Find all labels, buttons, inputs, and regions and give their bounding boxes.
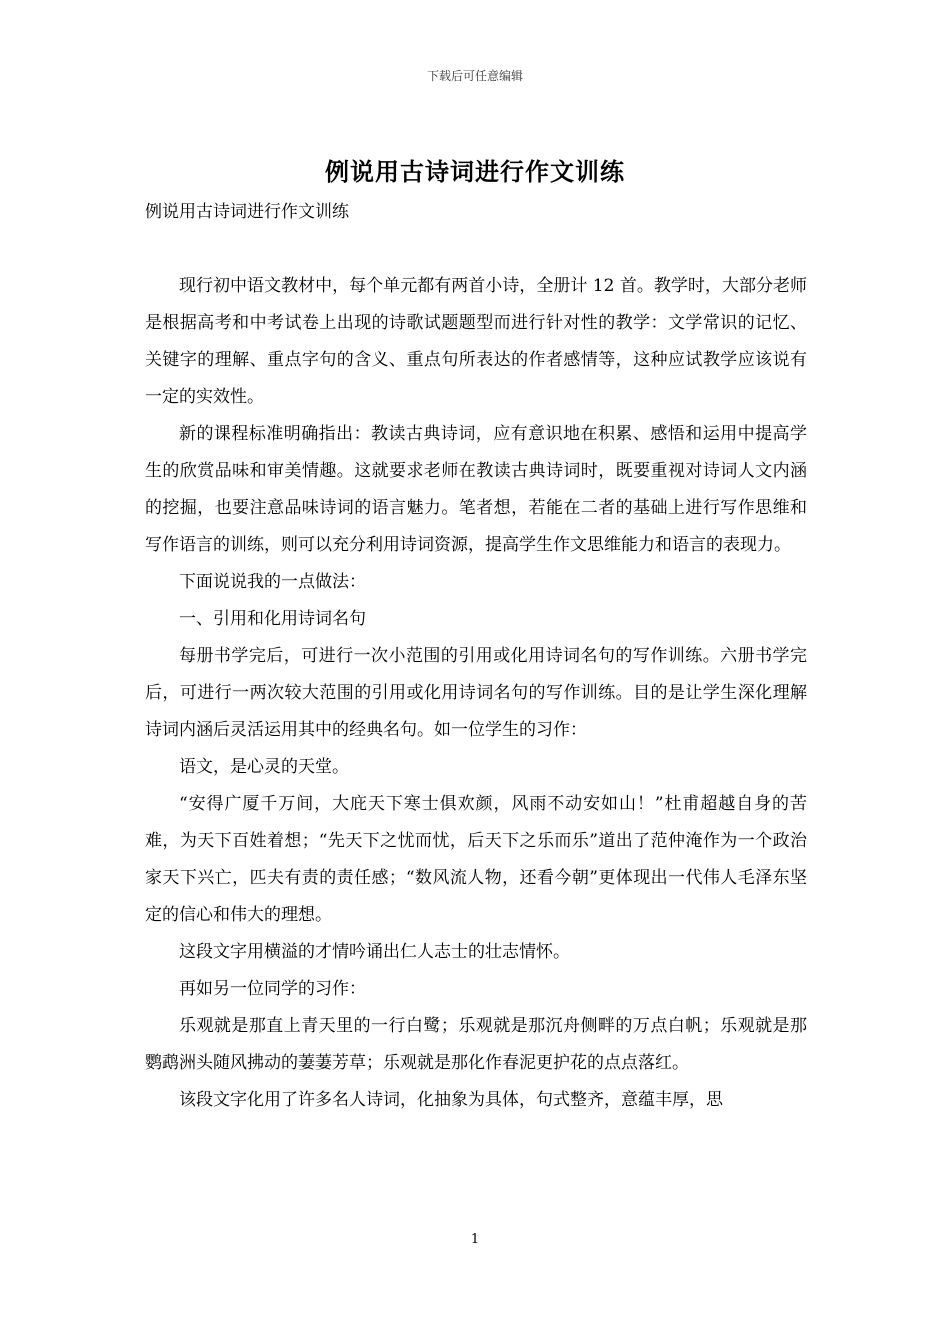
paragraph: “安得广厦千万间，大庇天下寒士俱欢颜，风雨不动安如山！”杜甫超越自身的苦难，为天下百姓着想；“先天下之忧而忧，后天下之乐而乐”道出了范仲淹作为一个政治家天下兴亡，匹夫有责的责任感；“数风流人物，还看今朝”更体现出一代伟人毛泽东坚定的信心和伟大的理想。 <box>145 794 807 925</box>
document-subtitle: 例说用古诗词进行作文训练 <box>145 202 349 222</box>
page-number: 1 <box>470 1232 480 1247</box>
page-header: 下载后可任意编辑 <box>426 69 523 83</box>
paragraph: 下面说说我的一点做法： <box>179 572 366 592</box>
paragraph: 该段文字化用了许多名人诗词，化抽象为具体，句式整齐，意蕴丰厚，思 <box>179 1090 723 1110</box>
paragraph: 这段文字用横溢的才情吟诵出仁人志士的壮志情怀。 <box>179 942 570 962</box>
paragraph: 新的课程标准明确指出：教读古典诗词，应有意识地在积累、感悟和运用中提高学生的欣赏品味和审美情趣。这就要求老师在教读古典诗词时，既要重视对诗词人文内涵的挖掘，也要注意品味诗词的语言魅力。笔者想，若能在二者的基础上进行写作思维和写作语言的训练，则可以充分利用诗词资源，提高学生作文思维能力和语言的表现力。 <box>145 424 807 555</box>
paragraph: 再如另一位同学的习作： <box>179 979 366 999</box>
paragraph: 语文，是心灵的天堂。 <box>179 757 349 777</box>
paragraph: 乐观就是那直上青天里的一行白鹭；乐观就是那沉舟侧畔的万点白帆；乐观就是那鹦鹉洲头随风拂动的萋萋芳草；乐观就是那化作春泥更护花的点点落红。 <box>145 1016 807 1073</box>
paragraph: 每册书学完后，可进行一次小范围的引用或化用诗词名句的写作训练。六册书学完后，可进行一两次较大范围的引用或化用诗词名句的写作训练。目的是让学生深化理解诗词内涵后灵活运用其中的经典名句。如一位学生的习作： <box>145 646 807 740</box>
document-title: 例说用古诗词进行作文训练 <box>325 157 625 186</box>
paragraph: 现行初中语文教材中，每个单元都有两首小诗，全册计 12 首。教学时，大部分老师是根据高考和中考试卷上出现的诗歌试题题型而进行针对性的教学：文学常识的记忆、关键字的理解、重点字句的含义、重点句所表达的作者感情等，这种应试教学应该说有一定的实效性。 <box>145 276 807 407</box>
document-body <box>145 194 807 1119</box>
section-heading: 一、引用和化用诗词名句 <box>179 609 366 629</box>
